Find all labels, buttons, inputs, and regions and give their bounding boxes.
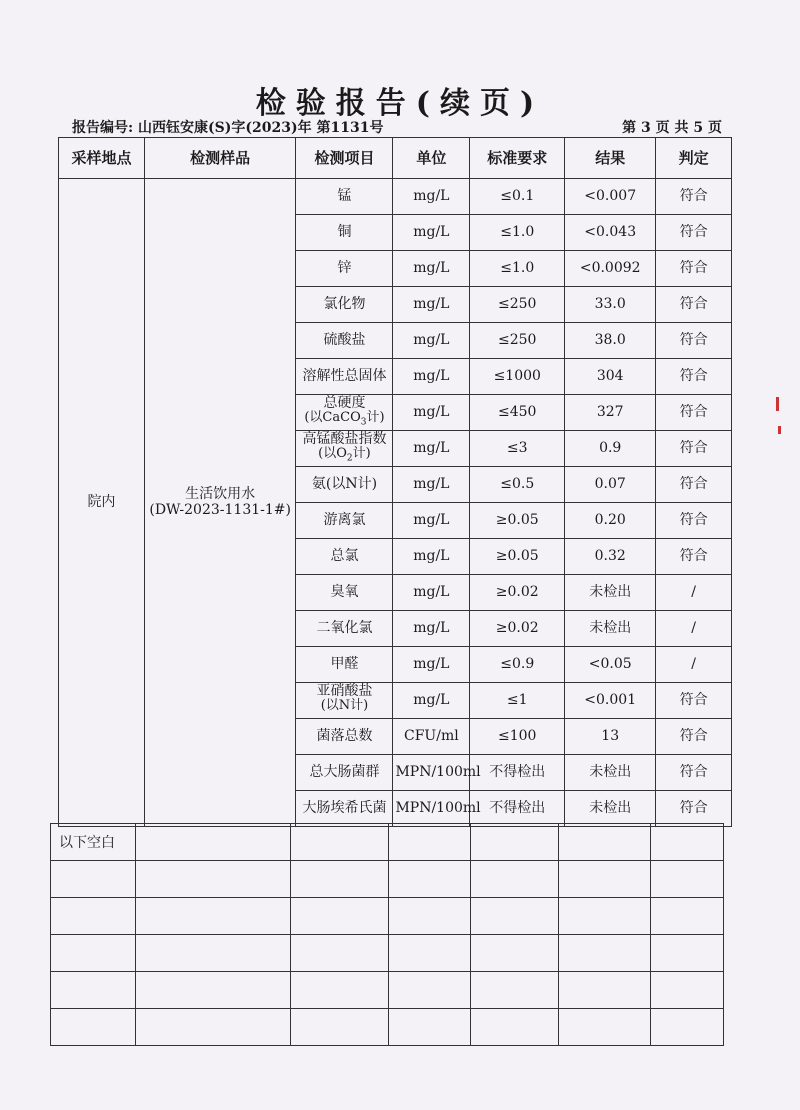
blank-table bbox=[50, 823, 724, 1046]
blank-cell bbox=[471, 935, 559, 972]
blank-cell bbox=[471, 824, 559, 861]
test-item bbox=[296, 215, 393, 251]
cell-result: 33.0 bbox=[565, 287, 656, 323]
note-pre: (以CaCO bbox=[304, 410, 361, 426]
test-item-name: 氨(以N计) bbox=[311, 475, 378, 492]
cell-unit: mg/L bbox=[393, 215, 470, 251]
blank-cell bbox=[136, 972, 291, 1009]
test-item-name: 亚硝酸盐 bbox=[316, 683, 373, 700]
cell-standard: ≤0.1 bbox=[470, 179, 565, 215]
blank-note: 以下空白 bbox=[51, 824, 136, 861]
cell-result: 未检出 bbox=[565, 791, 656, 827]
test-item-name: 大肠埃希氏菌 bbox=[302, 799, 387, 816]
cell-result: 0.32 bbox=[565, 539, 656, 575]
cell-verdict: 符合 bbox=[656, 719, 732, 755]
test-item-name: 二氧化氯 bbox=[316, 619, 373, 636]
sample-name: 生活饮用水 bbox=[185, 486, 256, 503]
test-item-name: 总硬度 bbox=[323, 395, 366, 412]
test-item bbox=[296, 575, 393, 611]
blank-cell bbox=[136, 935, 291, 972]
report-number-value: 山西钰安康(S)字(2023)年 第1131号 bbox=[138, 120, 384, 136]
test-item-name: 游离氯 bbox=[323, 511, 366, 528]
test-item-name: 氯化物 bbox=[323, 295, 366, 312]
table-row bbox=[59, 179, 732, 215]
cell-unit: mg/L bbox=[393, 323, 470, 359]
blank-cell bbox=[291, 1009, 389, 1046]
cell-result: 未检出 bbox=[565, 755, 656, 791]
cell-unit: mg/L bbox=[393, 539, 470, 575]
test-item-name: 总氯 bbox=[330, 547, 359, 564]
test-item bbox=[296, 611, 393, 647]
cell-standard: ≤1 bbox=[470, 683, 565, 719]
cell-verdict: 符合 bbox=[656, 395, 732, 431]
blank-cell bbox=[51, 1009, 136, 1046]
test-item bbox=[296, 647, 393, 683]
cell-standard: ≤100 bbox=[470, 719, 565, 755]
cell-result: 0.20 bbox=[565, 503, 656, 539]
cell-verdict: 符合 bbox=[656, 683, 732, 719]
test-item-name: 臭氧 bbox=[330, 583, 359, 600]
blank-row bbox=[51, 935, 724, 972]
cell-result: 未检出 bbox=[565, 611, 656, 647]
cell-verdict: 符合 bbox=[656, 431, 732, 467]
cell-verdict: 符合 bbox=[656, 755, 732, 791]
report-meta bbox=[72, 117, 722, 137]
blank-row bbox=[51, 824, 724, 861]
cell-unit: mg/L bbox=[393, 503, 470, 539]
test-item-name: 锰 bbox=[337, 187, 352, 204]
header-sample: 检测样品 bbox=[144, 138, 296, 179]
sampling-location: 院内 bbox=[59, 179, 145, 827]
blank-cell bbox=[51, 898, 136, 935]
print-mark bbox=[778, 426, 781, 434]
test-item bbox=[296, 179, 393, 215]
cell-unit: mg/L bbox=[393, 683, 470, 719]
blank-cell bbox=[291, 898, 389, 935]
header-result: 结果 bbox=[565, 138, 656, 179]
cell-unit: MPN/100ml bbox=[393, 791, 470, 827]
blank-cell bbox=[51, 861, 136, 898]
cell-standard: ≤1.0 bbox=[470, 251, 565, 287]
cell-unit: mg/L bbox=[393, 575, 470, 611]
cell-unit: CFU/ml bbox=[393, 719, 470, 755]
test-item bbox=[296, 719, 393, 755]
cell-result: 327 bbox=[565, 395, 656, 431]
cell-standard: ≤3 bbox=[470, 431, 565, 467]
test-item bbox=[296, 755, 393, 791]
cell-verdict: 符合 bbox=[656, 791, 732, 827]
blank-cell bbox=[559, 824, 651, 861]
blank-row bbox=[51, 898, 724, 935]
blank-cell bbox=[291, 935, 389, 972]
cell-standard: ≥0.05 bbox=[470, 539, 565, 575]
blank-cell bbox=[51, 935, 136, 972]
test-item-note bbox=[298, 699, 390, 716]
cell-unit: mg/L bbox=[393, 647, 470, 683]
cell-unit: mg/L bbox=[393, 179, 470, 215]
test-item-name: 溶解性总固体 bbox=[302, 367, 387, 384]
cell-standard: ≤0.5 bbox=[470, 467, 565, 503]
blank-cell bbox=[651, 935, 724, 972]
test-item-name: 高锰酸盐指数 bbox=[302, 431, 387, 448]
cell-verdict: / bbox=[656, 647, 732, 683]
report-title: 检验报告(续页) bbox=[255, 86, 545, 121]
test-item-name: 总大肠菌群 bbox=[309, 763, 380, 780]
test-item bbox=[296, 467, 393, 503]
cell-standard: ≥0.02 bbox=[470, 611, 565, 647]
cell-result: <0.0092 bbox=[565, 251, 656, 287]
cell-unit: MPN/100ml bbox=[393, 755, 470, 791]
blank-cell bbox=[136, 1009, 291, 1046]
results-table bbox=[58, 137, 732, 827]
cell-result: 38.0 bbox=[565, 323, 656, 359]
blank-row bbox=[51, 972, 724, 1009]
cell-unit: mg/L bbox=[393, 611, 470, 647]
note-sub: 3 bbox=[360, 418, 367, 429]
cell-standard: ≥0.02 bbox=[470, 575, 565, 611]
test-item bbox=[296, 251, 393, 287]
cell-verdict: / bbox=[656, 575, 732, 611]
blank-cell bbox=[389, 824, 471, 861]
cell-verdict: 符合 bbox=[656, 179, 732, 215]
blank-cell bbox=[136, 861, 291, 898]
cell-standard: ≤0.9 bbox=[470, 647, 565, 683]
blank-cell bbox=[559, 972, 651, 1009]
blank-cell bbox=[559, 898, 651, 935]
test-item bbox=[296, 431, 393, 467]
blank-cell bbox=[389, 972, 471, 1009]
blank-cell bbox=[651, 824, 724, 861]
blank-cell bbox=[651, 1009, 724, 1046]
blank-cell bbox=[51, 972, 136, 1009]
header-verdict: 判定 bbox=[656, 138, 732, 179]
cell-result: <0.043 bbox=[565, 215, 656, 251]
blank-row bbox=[51, 861, 724, 898]
test-item-name: 硫酸盐 bbox=[323, 331, 366, 348]
cell-unit: mg/L bbox=[393, 287, 470, 323]
test-item-name: 甲醛 bbox=[330, 655, 359, 672]
test-item-name: 铜 bbox=[337, 223, 352, 240]
blank-row bbox=[51, 1009, 724, 1046]
blank-cell bbox=[471, 1009, 559, 1046]
cell-standard: 不得检出 bbox=[470, 755, 565, 791]
cell-standard: ≤1000 bbox=[470, 359, 565, 395]
cell-result: 304 bbox=[565, 359, 656, 395]
blank-cell bbox=[651, 861, 724, 898]
cell-verdict: 符合 bbox=[656, 287, 732, 323]
test-item bbox=[296, 323, 393, 359]
cell-result: 0.9 bbox=[565, 431, 656, 467]
cell-unit: mg/L bbox=[393, 395, 470, 431]
cell-unit: mg/L bbox=[393, 251, 470, 287]
note-pre: (以N计) bbox=[320, 698, 369, 714]
cell-verdict: / bbox=[656, 611, 732, 647]
report-number bbox=[72, 117, 383, 137]
cell-standard: ≤1.0 bbox=[470, 215, 565, 251]
cell-result: 0.07 bbox=[565, 467, 656, 503]
sample-cell bbox=[144, 179, 296, 827]
header-standard: 标准要求 bbox=[470, 138, 565, 179]
cell-verdict: 符合 bbox=[656, 539, 732, 575]
cell-verdict: 符合 bbox=[656, 215, 732, 251]
test-item bbox=[296, 395, 393, 431]
test-item bbox=[296, 791, 393, 827]
note-sub: 2 bbox=[346, 454, 353, 465]
blank-cell bbox=[651, 898, 724, 935]
blank-cell bbox=[136, 824, 291, 861]
header-unit: 单位 bbox=[393, 138, 470, 179]
blank-cell bbox=[389, 861, 471, 898]
sample-code: (DW-2023-1131-1#) bbox=[149, 501, 291, 518]
cell-unit: mg/L bbox=[393, 359, 470, 395]
note-post: 计) bbox=[352, 446, 371, 462]
cell-standard: ≤450 bbox=[470, 395, 565, 431]
blank-cell bbox=[389, 1009, 471, 1046]
cell-unit: mg/L bbox=[393, 431, 470, 467]
cell-unit: mg/L bbox=[393, 467, 470, 503]
header-row bbox=[59, 138, 732, 179]
blank-cell bbox=[136, 898, 291, 935]
test-item bbox=[296, 503, 393, 539]
note-pre: (以O bbox=[318, 446, 347, 462]
blank-cell bbox=[471, 972, 559, 1009]
cell-verdict: 符合 bbox=[656, 467, 732, 503]
blank-cell bbox=[389, 935, 471, 972]
blank-cell bbox=[389, 898, 471, 935]
cell-verdict: 符合 bbox=[656, 251, 732, 287]
blank-cell bbox=[559, 935, 651, 972]
test-item-name: 锌 bbox=[337, 259, 352, 276]
cell-standard: ≥0.05 bbox=[470, 503, 565, 539]
test-item-note bbox=[298, 447, 390, 464]
blank-cell bbox=[471, 898, 559, 935]
blank-cell bbox=[291, 972, 389, 1009]
cell-result: 未检出 bbox=[565, 575, 656, 611]
page-info: 第 3 页 共 5 页 bbox=[622, 120, 722, 136]
report-number-label: 报告编号: bbox=[72, 120, 134, 136]
blank-cell bbox=[471, 861, 559, 898]
test-item bbox=[296, 539, 393, 575]
cell-result: <0.05 bbox=[565, 647, 656, 683]
cell-standard: ≤250 bbox=[470, 323, 565, 359]
header-location: 采样地点 bbox=[59, 138, 145, 179]
test-item bbox=[296, 683, 393, 719]
cell-result: <0.001 bbox=[565, 683, 656, 719]
cell-result: <0.007 bbox=[565, 179, 656, 215]
cell-verdict: 符合 bbox=[656, 503, 732, 539]
test-item bbox=[296, 287, 393, 323]
note-post: 计) bbox=[366, 410, 385, 426]
blank-cell bbox=[559, 1009, 651, 1046]
blank-cell bbox=[291, 824, 389, 861]
header-item: 检测项目 bbox=[296, 138, 393, 179]
test-item bbox=[296, 359, 393, 395]
cell-result: 13 bbox=[565, 719, 656, 755]
print-mark bbox=[776, 397, 779, 411]
test-item-name: 菌落总数 bbox=[316, 727, 373, 744]
test-item-note bbox=[298, 411, 390, 428]
cell-standard: ≤250 bbox=[470, 287, 565, 323]
cell-verdict: 符合 bbox=[656, 359, 732, 395]
blank-cell bbox=[291, 861, 389, 898]
cell-standard: 不得检出 bbox=[470, 791, 565, 827]
cell-verdict: 符合 bbox=[656, 323, 732, 359]
blank-cell bbox=[559, 861, 651, 898]
blank-cell bbox=[651, 972, 724, 1009]
